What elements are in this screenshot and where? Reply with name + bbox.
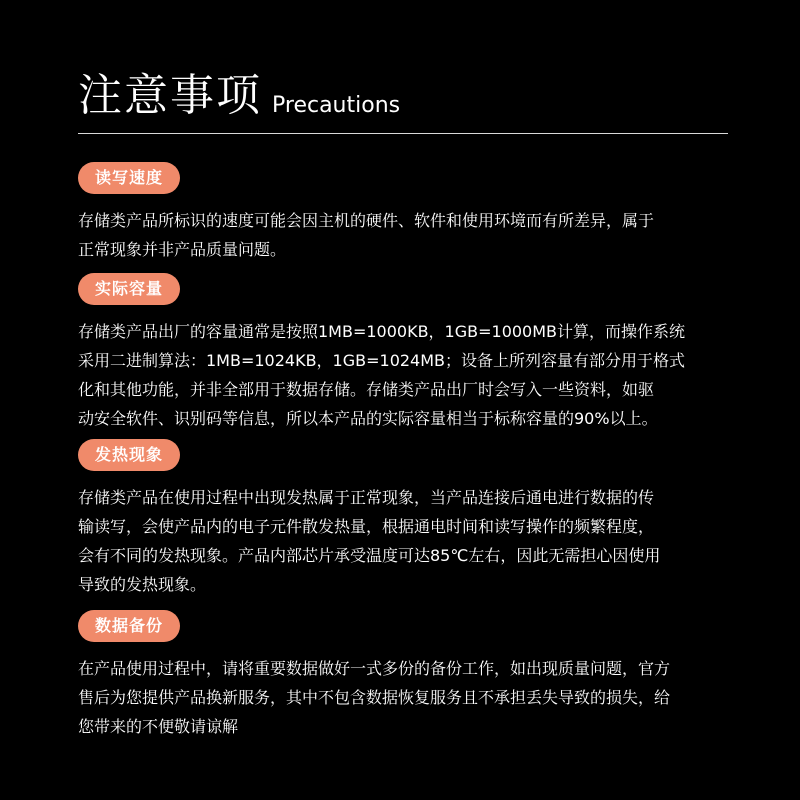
page-header <box>78 70 728 130</box>
section-text: 在产品使用过程中，请将重要数据做好一式多份的备份工作，如出现质量问题，官方 售后为您提供产品换新服务，其中不包含数据恢复服务且不承担丢失导致的损失，给 您带来的不便敬请谅解 <box>78 659 671 736</box>
section-actual-capacity <box>78 273 738 433</box>
title-divider <box>78 133 728 134</box>
section-badge: 数据备份 <box>78 610 180 642</box>
page-title: 注意事项 <box>78 70 262 121</box>
section-badge: 发热现象 <box>78 439 180 471</box>
section-text: 存储类产品出厂的容量通常是按照1MB=1000KB，1GB=1000MB计算，而操作系统 采用二进制算法：1MB=1024KB，1GB=1024MB；设备上所列容量有部分用于格式 化和其他功能，并非全部用于数据存储。存储类产品出厂时会写入一些资料，如驱 动安全软件、识别码等信息，所以本产品的实际容量相当于标称容量的90%以上。 <box>78 322 686 428</box>
section-badge: 读写速度 <box>78 162 180 194</box>
page-subtitle: Precautions <box>272 93 401 118</box>
section-badge: 实际容量 <box>78 273 180 305</box>
section-read-write-speed <box>78 162 738 264</box>
section-heat <box>78 439 738 599</box>
section-text: 存储类产品所标识的速度可能会因主机的硬件、软件和使用环境而有所差异，属于 正常现象并非产品质量问题。 <box>78 211 655 259</box>
section-text: 存储类产品在使用过程中出现发热属于正常现象，当产品连接后通电进行数据的传 输读写，会使产品内的电子元件散发热量，根据通电时间和读写操作的频繁程度， 会有不同的发热现象。产品内部芯片承受温度可达85℃左右，因此无需担心因使用 导致的发热现象。 <box>78 488 661 594</box>
section-data-backup <box>78 610 738 741</box>
